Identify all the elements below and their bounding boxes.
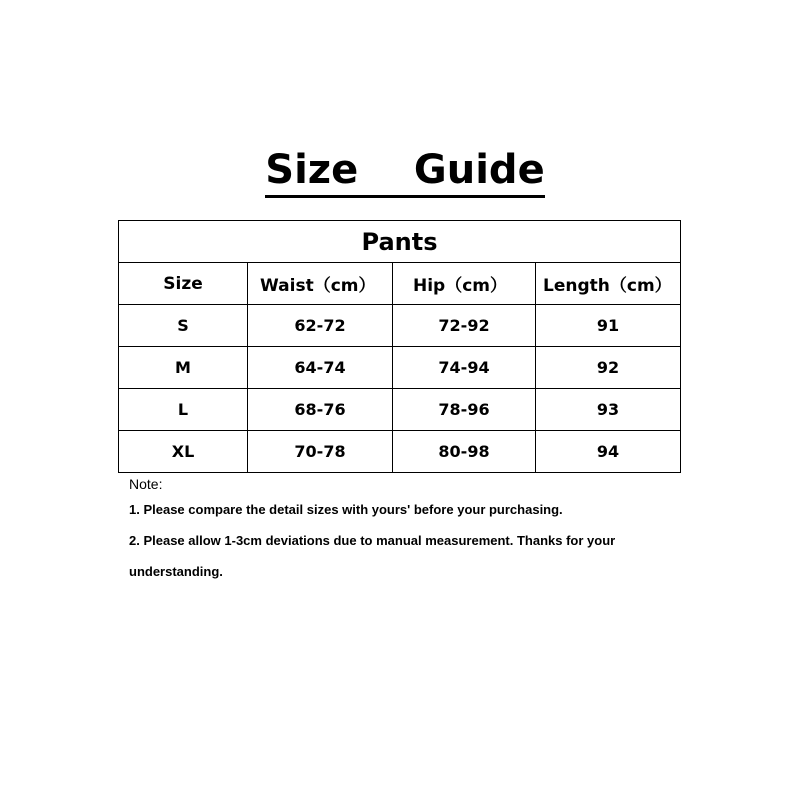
cell-size: S	[119, 305, 248, 347]
table-caption-row	[119, 221, 681, 263]
note-line-1: 1. Please compare the detail sizes with yours' before your purchasing.	[129, 502, 563, 517]
cell-waist: 68-76	[248, 389, 393, 431]
cell-length: 93	[536, 389, 681, 431]
column-header-length: Length（cm）	[536, 263, 681, 305]
table-row	[119, 347, 681, 389]
size-table	[118, 220, 681, 473]
note-line-3: understanding.	[129, 564, 223, 579]
cell-length: 92	[536, 347, 681, 389]
cell-hip: 78-96	[393, 389, 536, 431]
cell-waist: 70-78	[248, 431, 393, 473]
note-line-2: 2. Please allow 1-3cm deviations due to manual measurement. Thanks for your	[129, 533, 616, 548]
note-label: Note:	[129, 476, 163, 492]
table-caption: Pants	[119, 221, 681, 263]
cell-waist: 62-72	[248, 305, 393, 347]
cell-length: 94	[536, 431, 681, 473]
table-row	[119, 389, 681, 431]
page-title-wrap	[0, 140, 800, 200]
cell-hip: 80-98	[393, 431, 536, 473]
cell-size: XL	[119, 431, 248, 473]
cell-hip: 72-92	[393, 305, 536, 347]
table-row	[119, 305, 681, 347]
table-row	[119, 431, 681, 473]
cell-waist: 64-74	[248, 347, 393, 389]
table-header-row	[119, 263, 681, 305]
notes-section	[129, 474, 689, 587]
column-header-size: Size	[119, 263, 248, 305]
cell-size: M	[119, 347, 248, 389]
cell-hip: 74-94	[393, 347, 536, 389]
column-header-waist: Waist（cm）	[248, 263, 393, 305]
page-title: Size Guide	[265, 147, 544, 198]
cell-size: L	[119, 389, 248, 431]
cell-length: 91	[536, 305, 681, 347]
column-header-hip: Hip（cm）	[393, 263, 536, 305]
